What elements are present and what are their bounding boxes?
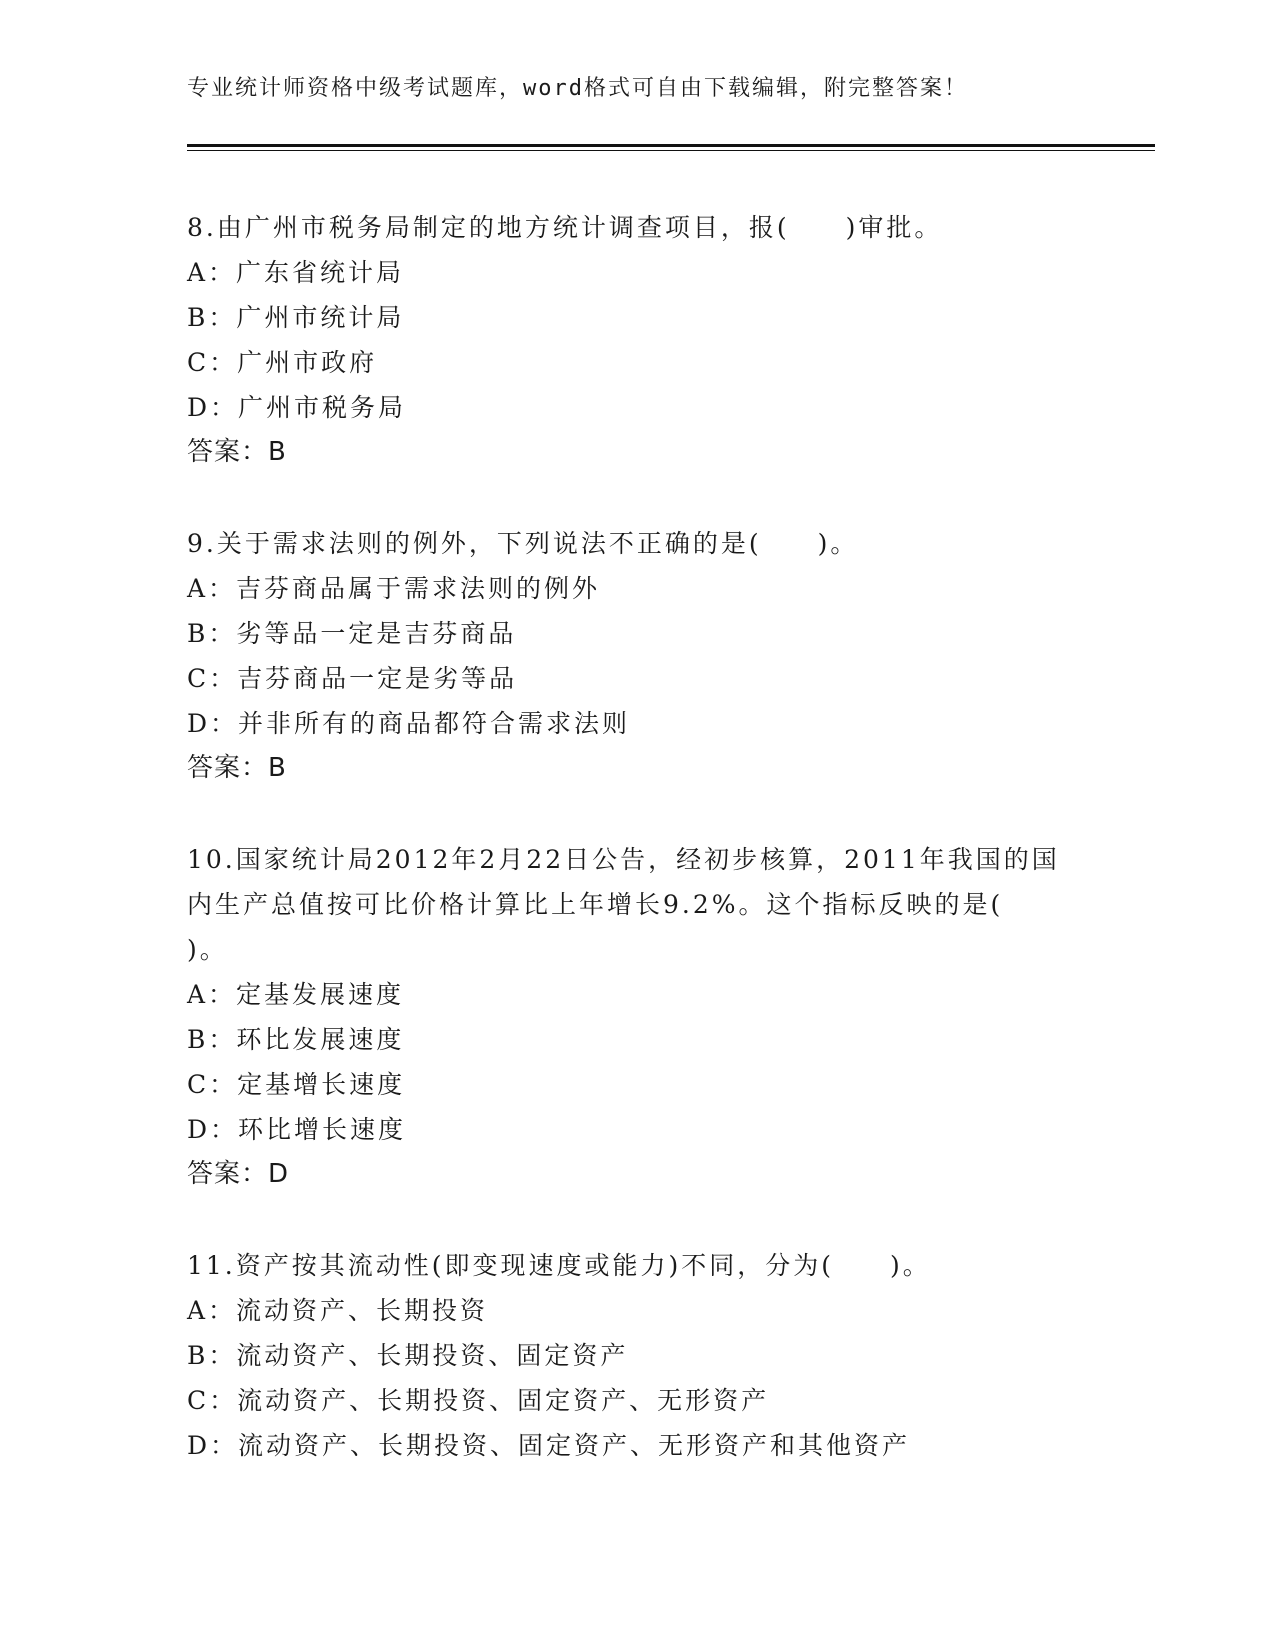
- option-a: A：吉芬商品属于需求法则的例外: [187, 574, 601, 603]
- question-stem: 9.关于需求法则的例外，下列说法不正确的是( )。: [187, 529, 859, 558]
- option-c: C：定基增长速度: [187, 1070, 406, 1099]
- header-text: 专业统计师资格中级考试题库，word格式可自由下载编辑，附完整答案！: [187, 76, 968, 101]
- question-stem-line-2: 内生产总值按可比价格计算比上年增长9.2%。这个指标反映的是(: [187, 890, 1004, 919]
- question-8: [187, 205, 1087, 475]
- option-a: A：广东省统计局: [187, 258, 405, 287]
- option-d: D：流动资产、长期投资、固定资产、无形资产和其他资产: [187, 1431, 911, 1460]
- answer: 答案：B: [187, 437, 287, 467]
- option-b: B：劣等品一定是吉芬商品: [187, 619, 517, 648]
- option-c: C：吉芬商品一定是劣等品: [187, 664, 518, 693]
- question-10: [187, 837, 1087, 1197]
- header-rule-thin: [187, 150, 1155, 151]
- answer: 答案：D: [187, 1159, 290, 1189]
- question-9: [187, 521, 1087, 791]
- question-stem: 11.资产按其流动性(即变现速度或能力)不同，分为( )。: [187, 1251, 931, 1280]
- header-rule-thick: [187, 144, 1155, 147]
- question-stem: 8.由广州市税务局制定的地方统计调查项目，报( )审批。: [187, 213, 943, 242]
- option-a: A：定基发展速度: [187, 980, 405, 1009]
- option-d: D：环比增长速度: [187, 1115, 407, 1144]
- question-stem-line-3: )。: [187, 935, 228, 964]
- option-d: D：广州市税务局: [187, 393, 407, 422]
- option-c: C：广州市政府: [187, 348, 378, 377]
- question-list: [187, 205, 1087, 1514]
- question-stem-line-1: 10.国家统计局2012年2月22日公告，经初步核算，2011年我国的国: [187, 845, 1060, 874]
- option-d: D：并非所有的商品都符合需求法则: [187, 709, 631, 738]
- option-b: B：广州市统计局: [187, 303, 405, 332]
- option-a: A：流动资产、长期投资: [187, 1296, 489, 1325]
- option-b: B：流动资产、长期投资、固定资产: [187, 1341, 629, 1370]
- option-c: C：流动资产、长期投资、固定资产、无形资产: [187, 1386, 770, 1415]
- answer: 答案：B: [187, 753, 287, 783]
- question-11: [187, 1243, 1087, 1468]
- option-b: B：环比发展速度: [187, 1025, 405, 1054]
